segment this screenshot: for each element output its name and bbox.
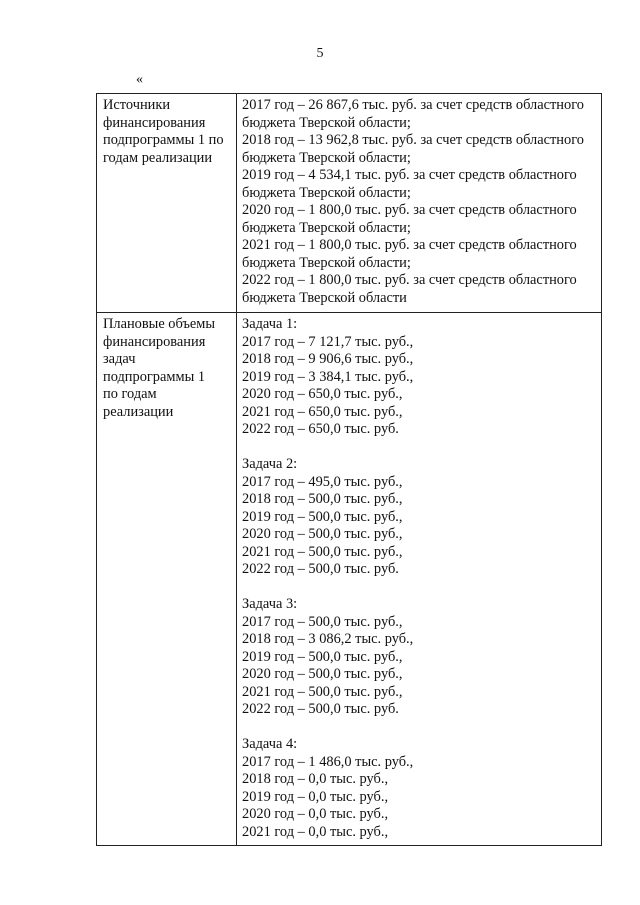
planned-label-cell — [97, 313, 237, 846]
planned-label — [97, 313, 236, 421]
task-year-line: 2017 год – 7 121,7 тыс. руб., — [242, 333, 414, 350]
planned-label-line: задач — [103, 351, 136, 367]
sources-lines — [237, 94, 601, 311]
planned-label-line: реализации — [103, 403, 174, 420]
planned-row — [97, 313, 602, 846]
funding-source-line: бюджета Тверской области; — [242, 149, 411, 166]
task-year-line: 2022 год – 650,0 тыс. руб. — [242, 421, 399, 437]
task-block — [242, 316, 599, 439]
task-title: Задача 4: — [242, 736, 298, 752]
task-year-line: 2017 год – 500,0 тыс. руб., — [242, 613, 403, 630]
sources-label-line: годам реализации — [103, 149, 213, 166]
task-year-line: 2017 год – 1 486,0 тыс. руб., — [242, 753, 414, 770]
sources-label-line: подпрограммы 1 по — [103, 132, 224, 148]
task-year-line: 2022 год – 500,0 тыс. руб. — [242, 701, 399, 717]
sources-value-cell — [237, 94, 602, 313]
funding-source-line: бюджета Тверской области; — [242, 254, 411, 271]
planned-label-line: финансирования — [103, 333, 206, 350]
task-year-line: 2018 год – 9 906,6 тыс. руб., — [242, 351, 414, 367]
opening-quote-mark: « — [136, 72, 143, 87]
funding-source-line: 2017 год – 26 867,6 тыс. руб. за счет средств областного — [242, 97, 584, 113]
sources-row — [97, 94, 602, 313]
financing-table — [96, 93, 602, 846]
task-year-line: 2019 год – 500,0 тыс. руб., — [242, 508, 403, 525]
task-year-line: 2021 год – 500,0 тыс. руб., — [242, 683, 403, 700]
task-block — [242, 456, 599, 579]
planned-tasks — [237, 313, 601, 845]
task-year-line: 2021 год – 500,0 тыс. руб., — [242, 543, 403, 560]
task-year-line: 2019 год – 0,0 тыс. руб., — [242, 788, 389, 805]
task-year-line: 2017 год – 495,0 тыс. руб., — [242, 473, 403, 490]
task-title: Задача 2: — [242, 456, 298, 472]
page-number: 5 — [316, 46, 324, 61]
task-year-line: 2021 год – 0,0 тыс. руб., — [242, 823, 389, 840]
funding-source-line: 2019 год – 4 534,1 тыс. руб. за счет средств областного — [242, 167, 577, 183]
planned-label-line: по годам — [103, 386, 157, 402]
planned-value-cell — [237, 313, 602, 846]
funding-source-line: 2020 год – 1 800,0 тыс. руб. за счет средств областного — [242, 202, 577, 218]
planned-label-line: Плановые объемы — [103, 316, 216, 332]
funding-source-line: бюджета Тверской области; — [242, 184, 411, 201]
sources-label — [97, 94, 236, 167]
task-year-line: 2020 год – 500,0 тыс. руб., — [242, 526, 403, 542]
funding-source-line: бюджета Тверской области — [242, 289, 407, 306]
task-block — [242, 736, 599, 841]
task-title: Задача 3: — [242, 596, 298, 612]
planned-label-line: подпрограммы 1 — [103, 368, 206, 385]
task-year-line: 2019 год – 3 384,1 тыс. руб., — [242, 368, 414, 385]
task-year-line: 2018 год – 0,0 тыс. руб., — [242, 771, 389, 787]
funding-source-line: бюджета Тверской области; — [242, 219, 411, 236]
funding-source-line: бюджета Тверской области; — [242, 114, 411, 131]
task-year-line: 2020 год – 0,0 тыс. руб., — [242, 806, 389, 822]
task-year-line: 2020 год – 650,0 тыс. руб., — [242, 386, 403, 402]
sources-label-cell — [97, 94, 237, 313]
task-year-line: 2019 год – 500,0 тыс. руб., — [242, 648, 403, 665]
task-year-line: 2018 год – 500,0 тыс. руб., — [242, 491, 403, 507]
task-title: Задача 1: — [242, 316, 298, 332]
sources-label-line: финансирования — [103, 114, 206, 131]
funding-source-line: 2018 год – 13 962,8 тыс. руб. за счет средств областного — [242, 132, 584, 148]
sources-label-line: Источники — [103, 97, 171, 113]
task-block — [242, 596, 599, 719]
task-year-line: 2022 год – 500,0 тыс. руб. — [242, 561, 399, 577]
task-year-line: 2020 год – 500,0 тыс. руб., — [242, 666, 403, 682]
funding-source-line: 2022 год – 1 800,0 тыс. руб. за счет средств областного — [242, 272, 577, 288]
funding-source-line: 2021 год – 1 800,0 тыс. руб. за счет средств областного — [242, 237, 577, 253]
task-year-line: 2021 год – 650,0 тыс. руб., — [242, 403, 403, 420]
task-year-line: 2018 год – 3 086,2 тыс. руб., — [242, 631, 414, 647]
